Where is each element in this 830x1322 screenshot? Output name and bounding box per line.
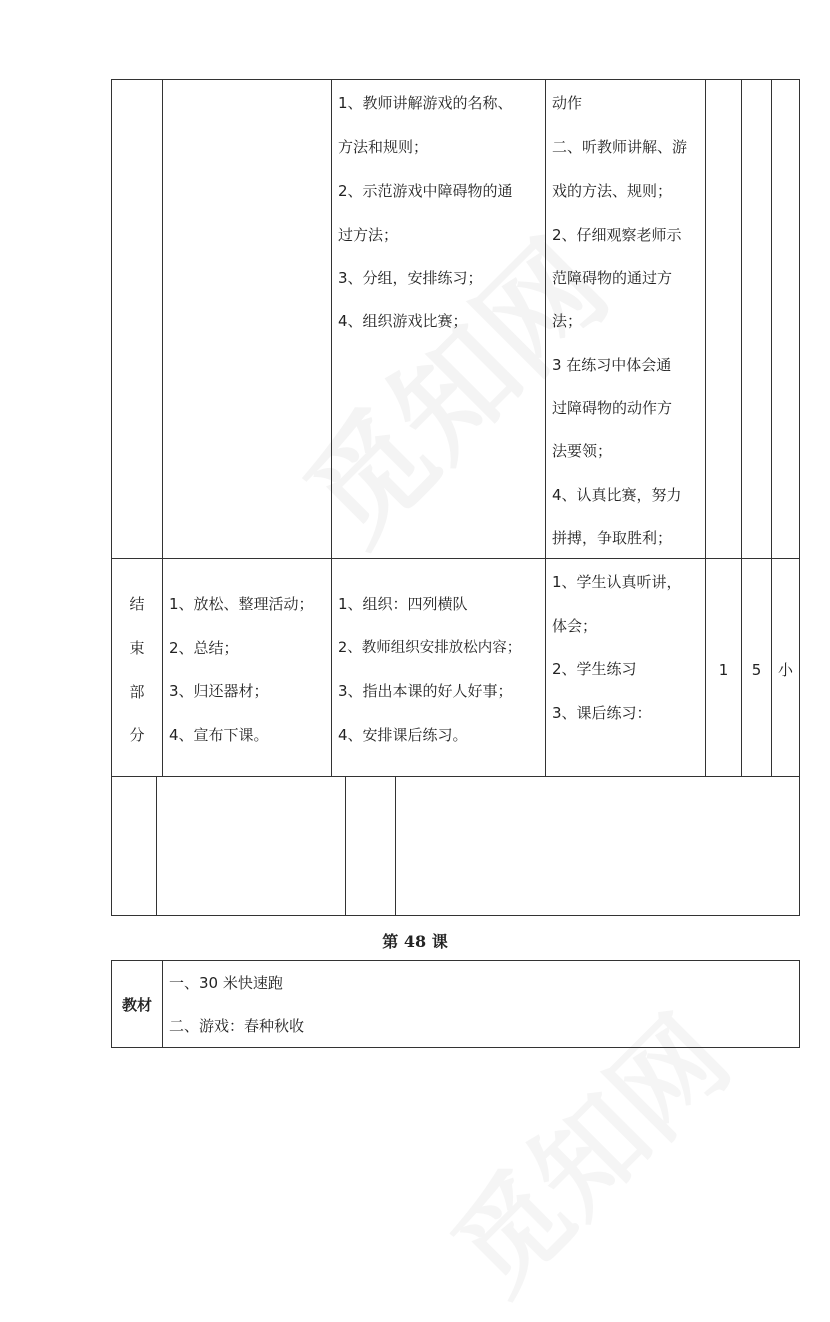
table-row-divider bbox=[111, 776, 800, 777]
teacher-activity-line: 方法和规则； bbox=[338, 138, 429, 156]
table-col-divider bbox=[395, 776, 396, 916]
table-border-right bbox=[799, 79, 800, 916]
table-border-top bbox=[111, 960, 800, 961]
table-border-bottom bbox=[111, 1047, 800, 1048]
student-activity-line: 1、学生认真听讲， bbox=[552, 573, 682, 591]
section-label-char: 束 bbox=[129, 639, 145, 657]
student-activity-line: 拼搏，争取胜利； bbox=[552, 529, 673, 547]
teacher-activity-line: 2、教师组织安排放松内容； bbox=[338, 640, 522, 656]
table-col-divider bbox=[545, 79, 546, 777]
material-item: 二、游戏：春种秋收 bbox=[169, 1017, 305, 1035]
table-border-bottom bbox=[111, 915, 800, 916]
section-label-char: 部 bbox=[129, 683, 145, 701]
table-border-top bbox=[111, 79, 800, 80]
table-col-divider bbox=[156, 776, 157, 916]
lesson-title: 第 48 课 bbox=[382, 932, 448, 951]
student-activity-line: 过障碍物的动作方 bbox=[552, 399, 673, 417]
student-activity-line: 范障碍物的通过方 bbox=[552, 269, 673, 287]
watermark bbox=[262, 198, 638, 574]
student-activity-line: 戏的方法、规则； bbox=[552, 182, 673, 200]
table-col-divider bbox=[345, 776, 346, 916]
exercise-intensity: 小 bbox=[777, 661, 793, 679]
student-activity-line: 3、课后练习： bbox=[552, 704, 652, 722]
table-col-divider bbox=[331, 79, 332, 777]
student-activity-line: 法； bbox=[552, 312, 583, 330]
teacher-activity-line: 1、教师讲解游戏的名称、 bbox=[338, 94, 513, 112]
content-line: 2、总结； bbox=[169, 639, 239, 657]
table-row-divider bbox=[111, 558, 800, 559]
teacher-activity-line: 3、分组，安排练习； bbox=[338, 269, 483, 287]
student-activity-line: 3 在练习中体会通 bbox=[552, 356, 672, 374]
watermark-bottom bbox=[412, 976, 757, 1321]
student-activity-line: 动作 bbox=[552, 94, 583, 112]
teacher-activity-line: 4、安排课后练习。 bbox=[338, 726, 468, 744]
repetition-count: 1 bbox=[718, 661, 729, 679]
content-line: 4、宣布下课。 bbox=[169, 726, 269, 744]
student-activity-line: 法要领； bbox=[552, 442, 613, 460]
table-col-divider bbox=[162, 79, 163, 777]
content-line: 3、归还器材； bbox=[169, 682, 269, 700]
section-label-char: 结 bbox=[129, 595, 145, 613]
teacher-activity-line: 4、组织游戏比赛； bbox=[338, 312, 468, 330]
teacher-activity-line: 3、指出本课的好人好事； bbox=[338, 682, 513, 700]
section-label-char: 分 bbox=[129, 726, 145, 744]
table-border-right bbox=[799, 960, 800, 1048]
teacher-activity-line: 2、示范游戏中障碍物的通 bbox=[338, 182, 513, 200]
material-item: 一、30 米快速跑 bbox=[169, 974, 283, 992]
table-border-left bbox=[111, 79, 112, 916]
material-label: 教材 bbox=[121, 996, 152, 1014]
student-activity-line: 4、认真比赛，努力 bbox=[552, 486, 682, 504]
duration-minutes: 5 bbox=[751, 661, 762, 679]
teacher-activity-line: 1、组织：四列横队 bbox=[338, 595, 468, 613]
teacher-activity-line: 过方法； bbox=[338, 226, 399, 244]
student-activity-line: 2、仔细观察老师示 bbox=[552, 226, 682, 244]
student-activity-line: 二、听教师讲解、游 bbox=[552, 138, 688, 156]
table-col-divider bbox=[162, 960, 163, 1048]
student-activity-line: 2、学生练习 bbox=[552, 660, 637, 678]
student-activity-line: 体会； bbox=[552, 617, 598, 635]
content-line: 1、放松、整理活动； bbox=[169, 595, 314, 613]
